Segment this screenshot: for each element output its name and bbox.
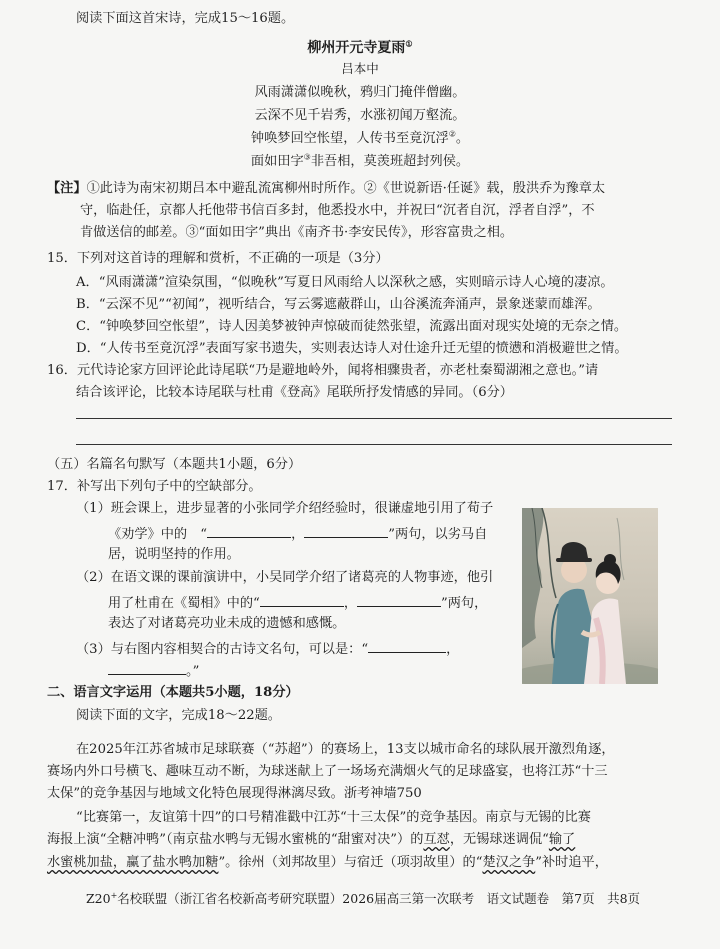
passage-line-3: 太保”的竞争基因与地域文化特色展现得淋漓尽致。浙考神墙750 (47, 786, 422, 801)
underlined-phrase: 楚汉之争 (482, 855, 536, 870)
answer-line (76, 444, 672, 445)
question-16-line-1: 16．元代诗论家方回评论此诗尾联“乃是避地岭外，闻将相骤贵者，亦老杜秦蜀湖湘之意也。”请 (47, 363, 599, 378)
question-15-option-b: B．“云深不见”“初闻”，视听结合，写云雾遮蔽群山，山谷溪流奔涌声，景象迷蒙而雄浑。 (76, 297, 601, 312)
notes-line-2: 守，临赴任，京都人托他带书信百多封，他悉投水中，并祝曰“沉者自沉，浮者自浮”，不 (80, 203, 595, 218)
question-17-part-2-line-2: 用了杜甫在《蜀相》中的“ ， ”两句， (108, 596, 488, 611)
poem-line-1: 风雨潇潇似晚秋，鸦归门掩伴僧幽。 (254, 85, 466, 100)
question-17-stem: 17．补写出下列句子中的空缺部分。 (47, 479, 262, 494)
poem-line-4: 面如田字③非吾相，莫羡班超封列侯。 (250, 152, 470, 169)
question-15-option-c: C．“钟唤梦回空怅望”，诗人因美梦被钟声惊破而徒然张望，流露出面对现实处境的无奈之情。 (76, 319, 628, 334)
poem-line-2: 云深不见千岩秀，水涨初闻万壑流。 (254, 108, 466, 123)
fill-in-blank[interactable] (207, 525, 291, 538)
poem-author: 吕本中 (341, 61, 379, 76)
reading-instruction: 阅读下面这首宋诗，完成15～16题。 (76, 11, 295, 26)
section-2-heading: 二、语言文字运用（本题共5小题，18分） (47, 685, 299, 700)
passage-line-4: “比赛第一，友谊第十四”的口号精准戳中江苏“十三太保”的竞争基因。南京与无锡的比赛 (76, 810, 591, 825)
reading-instruction-2: 阅读下面的文字，完成18～22题。 (76, 708, 281, 723)
notes-label: 【注】 (47, 181, 87, 196)
section-5-heading: （五）名篇名句默写（本题共1小题，6分） (47, 457, 302, 472)
footnote-marker: ③ (303, 152, 311, 162)
poem-line-3: 钟唤梦回空怅望，人传书至竟沉浮②。 (250, 129, 470, 146)
fill-in-blank[interactable] (304, 525, 388, 538)
question-16-line-2: 结合该评论，比较本诗尾联与杜甫《登高》尾联所抒发情感的异同。（6分） (76, 385, 513, 400)
question-17-part-2-line-1: （2）在语文课的课前演讲中，小吴同学介绍了诸葛亮的人物事迹，他引 (76, 570, 494, 585)
question-17-part-1-line-1: （1）班会课上，进步显著的小张同学介绍经验时，很谦虚地引用了荀子 (76, 501, 494, 516)
passage-line-5: 海报上演“全糖冲鸭”（南京盐水鸭与无锡水蜜桃的“甜蜜对决”）的互怼，无锡球迷调侃“输了 (47, 832, 576, 847)
fill-in-blank[interactable] (357, 594, 441, 607)
question-17-part-1-line-2: 《劝学》中的 “ ， ”两句，以劣马自 (108, 527, 488, 542)
question-17-part-1-line-3: 居，说明坚持的作用。 (108, 547, 240, 562)
question-15-stem: 15．下列对这首诗的理解和赏析，不正确的一项是（3分） (47, 251, 389, 266)
fill-in-blank[interactable] (368, 640, 446, 653)
fill-in-blank[interactable] (260, 594, 344, 607)
underlined-phrase: 输了 (548, 832, 576, 847)
page-footer: Z20+名校联盟（浙江省名校新高考研究联盟）2026届高三第一次联考 语文试题卷 第7页 共8页 (86, 890, 641, 906)
question-17-part-3-line-2: 。” (108, 662, 199, 678)
underlined-phrase: 水蜜桃加盐，赢了盐水鸭加糖 (47, 855, 219, 870)
footnote-marker: ① (405, 38, 413, 49)
passage-line-6: 水蜜桃加盐，赢了盐水鸭加糖”。徐州（刘邦故里）与宿迁（项羽故里）的“楚汉之争”补时追平， (47, 855, 608, 870)
notes-line-3: 肯做送信的邮差。③“面如田字”典出《南齐书·李安民传》，形容富贵之相。 (80, 225, 514, 240)
passage-line-2: 赛场内外口号横飞、趣味互动不断，为球迷献上了一场场充满烟火气的足球盛宴，也将江苏“十三 (47, 764, 608, 779)
illustration-couple-painting (522, 508, 658, 684)
question-17-part-2-line-3: 表达了对诸葛亮功业未成的遗憾和感慨。 (108, 616, 346, 631)
notes-line-1: 【注】①此诗为南宋初期吕本中避乱流寓柳州时所作。②《世说新语·任诞》载，殷洪乔为豫章太 (47, 181, 606, 196)
poem-title: 柳州开元寺夏雨① (307, 38, 413, 56)
passage-line-1: 在2025年江苏省城市足球联赛（“苏超”）的赛场上，13支以城市命名的球队展开激烈角逐， (76, 742, 615, 757)
illustration-image (522, 508, 658, 684)
answer-line (76, 418, 672, 419)
fill-in-blank[interactable] (108, 662, 186, 675)
footnote-marker: ② (448, 129, 456, 139)
question-15-option-d: D．“人传书至竟沉浮”表面写家书遗失，实则表达诗人对仕途升迁无望的愤懑和消极避世之情。 (76, 341, 628, 356)
question-15-option-a: A．“风雨潇潇”渲染氛围，“似晚秋”写夏日风雨给人以深秋之感，实则暗示诗人心境的凄凉。 (76, 275, 614, 290)
underlined-phrase: 互怼 (423, 832, 450, 847)
question-17-part-3-line-1: （3）与右图内容相契合的古诗文名句，可以是：“ ， (76, 642, 460, 657)
